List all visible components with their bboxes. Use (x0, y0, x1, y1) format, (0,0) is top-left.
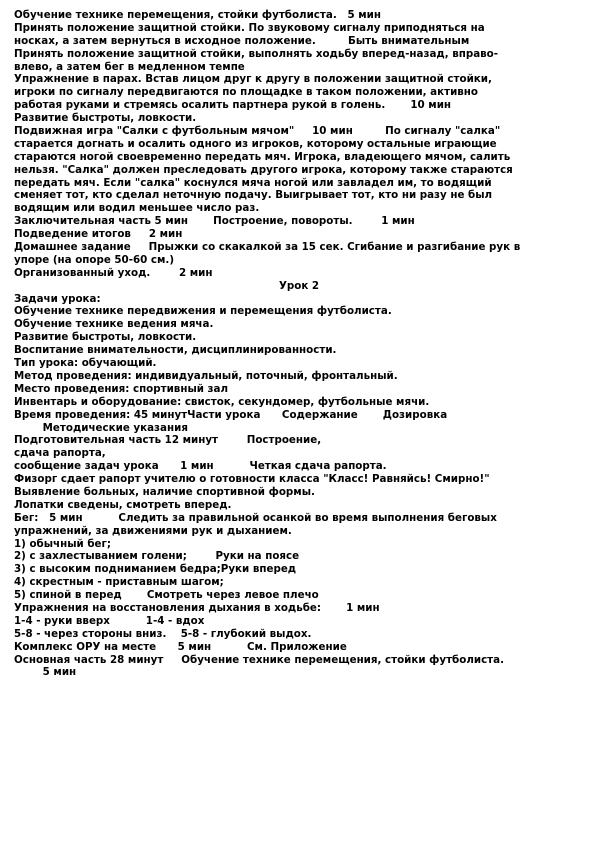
line-final-part: Заключительная часть 5 мин Построение, повороты. 1 мин (14, 215, 415, 228)
line-run-item-1: 1) обычный бег; (14, 537, 111, 550)
line-posture: Лопатки сведены, смотреть вперед. (14, 498, 232, 511)
line-run-item-5: 5) спиной в перед Смотреть через левое плечо (14, 589, 319, 602)
line-homework-1: Домашнее задание Прыжки со скакалкой за 15 сек. Сгибание и разгибание рук в (14, 241, 521, 254)
line-report: сдача рапорта, (14, 447, 106, 460)
line-pairs-1: Упражнение в парах. Встав лицом друг к другу в положении защитной стойки, (14, 73, 492, 86)
line-method-notes-header: Методические указания (14, 421, 188, 434)
line-game-7: водящим или водил меньшее число раз. (14, 202, 260, 215)
line-pairs-2: игроки по сигналу передвигаются по площадке в таком положении, активно (14, 86, 478, 99)
line-duration-header: Время проведения: 45 минутЧасти урока Содержание Дозировка (14, 408, 448, 421)
line-lesson-type: Тип урока: обучающий. (14, 357, 157, 370)
line-objective-2: Обучение технике ведения мяча. (14, 318, 214, 331)
line-objectives-heading: Задачи урока: (14, 292, 101, 305)
line-game-3: стараются ногой своевременно передать мяч. Игрока, владеющего мячом, салить (14, 150, 511, 163)
line-game-4: нельзя. "Салка" должен преследовать другого игрока, которому также стараются (14, 163, 513, 176)
line-objective-3: Развитие быстроты, ловкости. (14, 331, 197, 344)
line-speed-agility: Развитие быстроты, ловкости. (14, 112, 197, 125)
line-objective-1: Обучение технике передвижения и перемещения футболиста. (14, 305, 392, 318)
line-location: Место проведения: спортивный зал (14, 382, 229, 395)
line-objective-4: Воспитание внимательности, дисциплинированности. (14, 344, 337, 357)
document-text (14, 9, 584, 679)
line-main-part: Основная часть 28 минут Обучение технике перемещения, стойки футболиста. (14, 653, 505, 666)
line-breathing-1: 1-4 - руки вверх 1-4 - вдох (14, 614, 205, 627)
line-prep-part: Подготовительная часть 12 минут Построение, (14, 434, 322, 447)
line-game-5: передать мяч. Если "салка" коснулся мяча ногой или завладел им, то водящий (14, 176, 492, 189)
line-summary: Подведение итогов 2 мин (14, 228, 183, 241)
line-running-1: Бег: 5 мин Следить за правильной осанкой во время выполнения беговых (14, 511, 497, 524)
line-equipment: Инвентарь и оборудование: свисток, секундомер, футбольные мячи. (14, 395, 430, 408)
line-section-footwork: Обучение технике перемещения, стойки футболиста. 5 мин (14, 9, 381, 21)
line-health-check: Выявление больных, наличие спортивной формы. (14, 485, 315, 498)
line-stance-walk-2: влево, а затем бег в медленном темпе (14, 60, 245, 73)
line-stance-signal-1: Принять положение защитной стойки. По звуковому сигналу приподняться на (14, 21, 485, 34)
line-tasks-message: сообщение задач урока 1 мин Четкая сдача рапорта. (14, 460, 387, 473)
line-running-2: упражнений, за движениями рук и дыханием. (14, 524, 292, 537)
line-pairs-3: работая руками и стремясь осалить партнера рукой в голень. 10 мин (14, 99, 452, 112)
lesson-heading: Урок 2 (278, 279, 320, 292)
line-stance-walk-1: Принять положение защитной стойки, выполнять ходьбу вперед-назад, вправо- (14, 47, 499, 60)
line-oru: Комплекс ОРУ на месте 5 мин См. Приложение (14, 640, 347, 653)
line-organizer-report: Физорг сдает рапорт учителю о готовности класса "Класс! Равняйсь! Смирно!" (14, 473, 490, 486)
line-game-6: сменяет тот, кто сделал неточную подачу. Выигрывает тот, кто ни разу не был (14, 189, 493, 202)
line-main-duration: 5 мин (14, 666, 77, 679)
line-game-2: старается догнать и осалить одного из игроков, которому остальные играющие (14, 137, 497, 150)
line-stance-signal-2: носках, а затем вернуться в исходное положение. Быть внимательным (14, 34, 470, 47)
line-game-1: Подвижная игра "Салки с футбольным мячом" 10 мин По сигналу "салка" (14, 125, 501, 138)
line-breathing-2: 5-8 - через стороны вниз. 5-8 - глубокий выдох. (14, 627, 312, 640)
line-exit: Организованный уход. 2 мин (14, 266, 213, 279)
line-breathing: Упражнения на восстановления дыхания в ходьбе: 1 мин (14, 601, 380, 614)
line-homework-2: упоре (на опоре 50-60 см.) (14, 253, 175, 266)
line-run-item-2: 2) с захлестыванием голени; Руки на поясе (14, 550, 300, 563)
line-method: Метод проведения: индивидуальный, поточный, фронтальный. (14, 369, 398, 382)
line-run-item-3: 3) с высоким подниманием бедра;Руки вперед (14, 563, 297, 576)
line-run-item-4: 4) скрестным - приставным шагом; (14, 576, 224, 589)
